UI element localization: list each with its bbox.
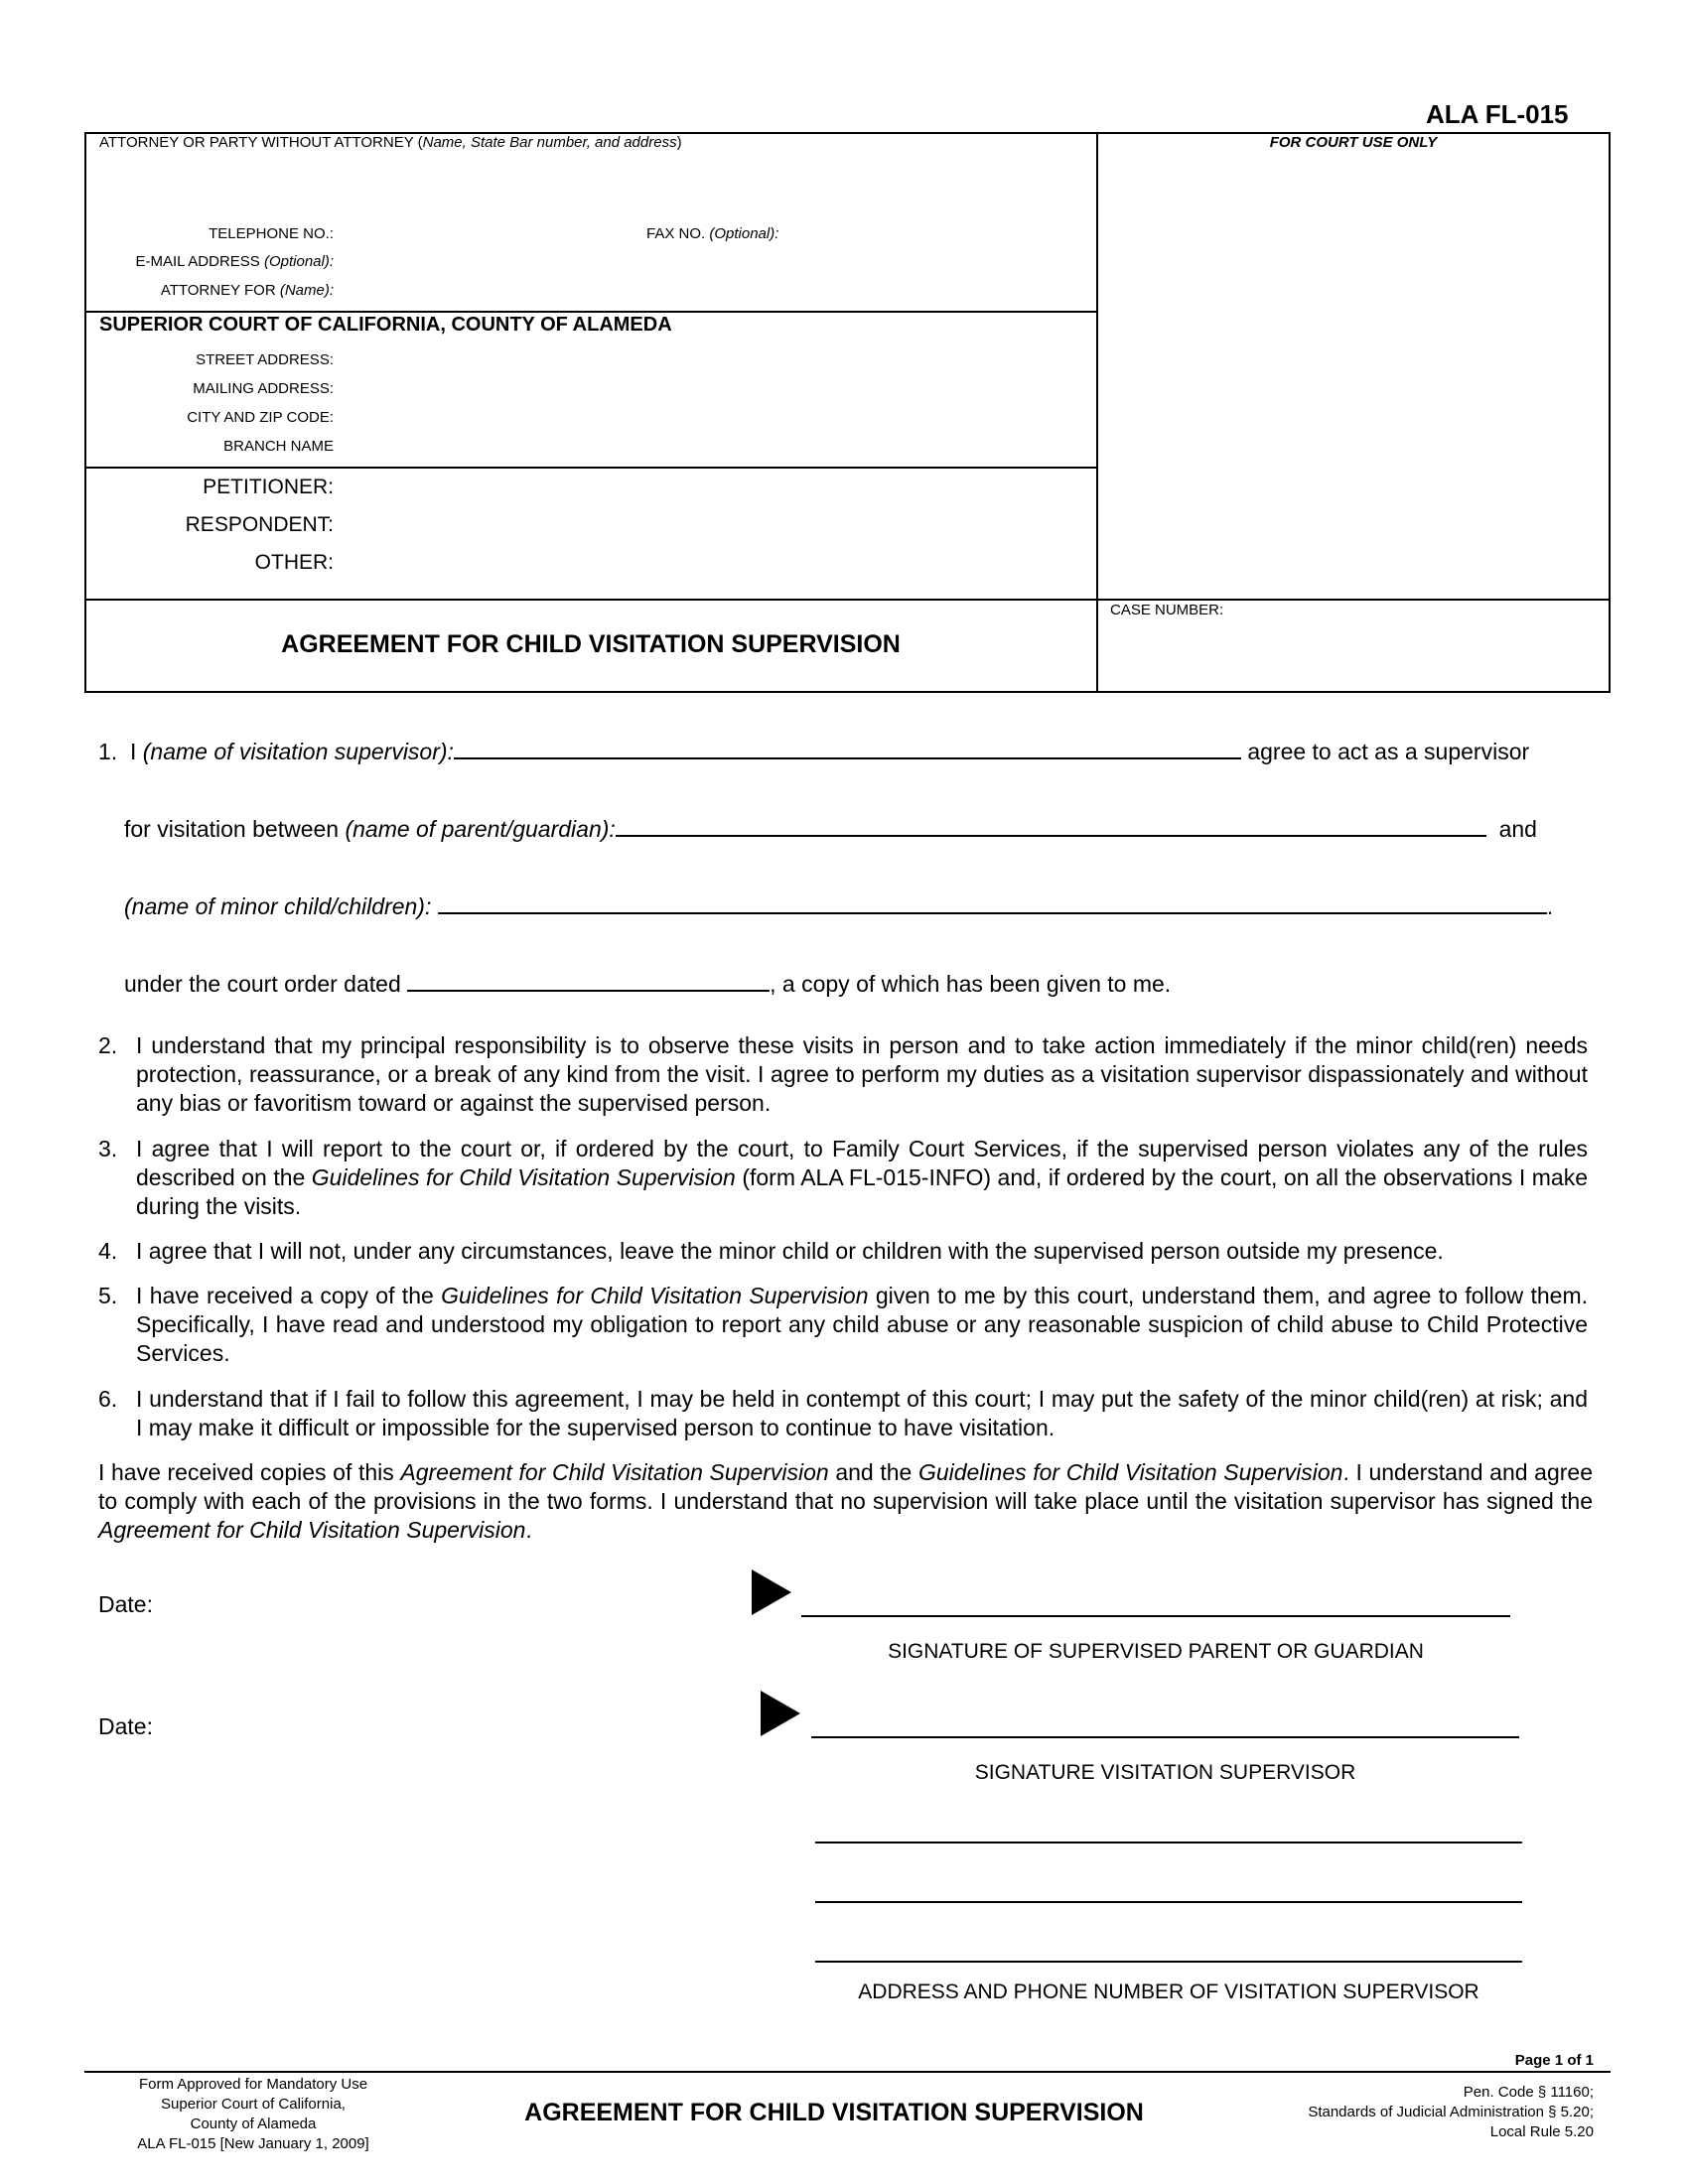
address-line-1[interactable] — [815, 1842, 1522, 1843]
form-title: AGREEMENT FOR CHILD VISITATION SUPERVISION — [281, 630, 901, 658]
item-3-text-c: (form ALA FL-015-INFO) and, if ordered by the court, on all the observations I make during the visits. — [136, 1164, 1589, 1219]
item-5 — [98, 1282, 1588, 1368]
street-address-label: STREET ADDRESS: — [196, 351, 334, 368]
email-label — [99, 253, 334, 270]
attorney-section-divider — [84, 311, 1097, 313]
item-3-text-a: I agree that I will report to the court or, if ordered by the court, to Family Court Services, if the supervised person violates any of the rules described on the — [136, 1136, 1588, 1190]
item-4-number: 4. — [98, 1238, 118, 1264]
fax-label — [646, 225, 778, 242]
branch-name-label: BRANCH NAME — [223, 438, 334, 455]
footer-left-1: Form Approved for Mandatory Use — [138, 2076, 368, 2093]
closing-c: and the — [828, 1459, 918, 1485]
page-number: Page 1 of 1 — [1514, 2052, 1594, 2069]
court-use-label: FOR COURT USE ONLY — [1269, 134, 1438, 151]
address-line-2[interactable] — [815, 1901, 1522, 1903]
mailing-address-label: MAILING ADDRESS: — [193, 380, 334, 397]
item-1-agree: agree to act as a supervisor — [1247, 739, 1530, 764]
closing-g: . — [525, 1517, 532, 1543]
item-5-text-c: given to me by this court, understand them, and agree to follow them. Specifically, I have read and understood my obligation to report any child abuse or any reasonable suspicion of child abuse to Child Protective Services. — [136, 1283, 1588, 1366]
item-1-court-order: under the court order dated — [124, 971, 408, 997]
item-3 — [98, 1135, 1588, 1221]
closing-a: I have received copies of this — [98, 1459, 401, 1485]
sign-here-arrow-icon — [752, 1570, 791, 1615]
item-5-number: 5. — [98, 1283, 118, 1308]
fax-optional: (Optional): — [709, 225, 779, 242]
closing-paragraph — [98, 1458, 1593, 1545]
date-label-2: Date: — [98, 1713, 153, 1739]
item-1-line-2 — [124, 815, 1594, 844]
supervisor-signature-line[interactable] — [811, 1736, 1519, 1738]
item-6-number: 6. — [98, 1386, 118, 1412]
court-name: SUPERIOR COURT OF CALIFORNIA, COUNTY OF ALAMEDA — [99, 314, 672, 336]
children-name-field[interactable] — [438, 892, 1547, 914]
address-caption: ADDRESS AND PHONE NUMBER OF VISITATION SUPERVISOR — [858, 1980, 1479, 2003]
attorney-label-text: ATTORNEY OR PARTY WITHOUT ATTORNEY ( — [99, 134, 423, 151]
footer-left-4: ALA FL-015 [New January 1, 2009] — [137, 2135, 369, 2152]
supervisor-name-label: (name of visitation supervisor): — [142, 739, 454, 764]
parent-signature-caption: SIGNATURE OF SUPERVISED PARENT OR GUARDIAN — [888, 1640, 1424, 1663]
other-label: OTHER: — [254, 551, 334, 574]
respondent-label: RESPONDENT: — [185, 513, 334, 536]
closing-agreement-title: Agreement for Child Visitation Supervision — [400, 1459, 829, 1485]
children-name-label: (name of minor child/children): — [124, 893, 432, 919]
parent-name-field[interactable] — [616, 815, 1486, 837]
item-4-text: I agree that I will not, under any circumstances, leave the minor child or children with the supervised person outside my presence. — [136, 1238, 1444, 1264]
address-line-3[interactable] — [815, 1961, 1522, 1963]
email-label-text: E-MAIL ADDRESS — [135, 253, 264, 270]
footer-right-1: Pen. Code § 11160; — [1463, 2084, 1594, 2101]
closing-agreement-title-2: Agreement for Child Visitation Supervision — [98, 1517, 526, 1543]
attorney-for-label — [99, 282, 334, 299]
item-6 — [98, 1385, 1588, 1442]
item-1-number: 1. — [98, 739, 118, 764]
parent-signature-line[interactable] — [801, 1615, 1510, 1617]
footer-left-2: Superior Court of California, — [161, 2096, 346, 2113]
footer-title: AGREEMENT FOR CHILD VISITATION SUPERVISION — [524, 2099, 1144, 2126]
parties-section-divider — [84, 599, 1611, 601]
fax-label-text: FAX NO. — [646, 225, 710, 242]
item-1-and: and — [1498, 816, 1537, 842]
item-3-number: 3. — [98, 1136, 118, 1161]
item-1-period: . — [1546, 893, 1554, 919]
item-1-copy: , a copy of which has been given to me. — [770, 971, 1172, 997]
item-1-line-1 — [98, 738, 1593, 766]
item-5-text — [136, 1282, 1588, 1368]
item-2 — [98, 1031, 1588, 1118]
supervisor-name-field[interactable] — [454, 738, 1241, 759]
telephone-label: TELEPHONE NO.: — [209, 225, 334, 242]
form-id: ALA FL-015 — [1426, 99, 1569, 129]
email-optional: (Optional): — [263, 253, 334, 270]
footer-right-block — [1192, 2083, 1594, 2142]
item-6-text: I understand that if I fail to follow this agreement, I may be held in contempt of this court; I may put the safety of the minor child(ren) at risk; and I may make it difficult or impossible for the supervised person to continue to have visitation. — [136, 1386, 1588, 1440]
petitioner-label: PETITIONER: — [203, 476, 334, 498]
date-label-1: Date: — [98, 1591, 153, 1617]
parent-name-label: (name of parent/guardian): — [345, 816, 616, 842]
footer-left-3: County of Alameda — [190, 2116, 317, 2132]
footer-right-3: Local Rule 5.20 — [1489, 2123, 1594, 2140]
caption-divider — [1096, 132, 1098, 693]
case-number-label: CASE NUMBER: — [1110, 602, 1224, 618]
item-4 — [98, 1237, 1588, 1266]
footer-right-2: Standards of Judicial Administration § 5.20; — [1308, 2104, 1594, 2120]
closing-e: . I understand and agree to comply with each of the provisions in the two forms. I understand that no supervision will take place until the visitation supervisor has signed the — [98, 1459, 1593, 1514]
court-section-divider — [84, 467, 1097, 469]
item-3-guidelines: Guidelines for Child Visitation Supervision — [311, 1164, 736, 1190]
item-1-between: for visitation between — [124, 816, 346, 842]
item-3-text — [136, 1135, 1588, 1221]
item-2-text: I understand that my principal responsibility is to observe these visits in person and to take action immediately if the minor child(ren) needs protection, reassurance, or a break of any kind from the visit. I agree to perform my duties as a visitation supervisor dispassionately and without any bias or favoritism toward or against the supervised person. — [136, 1032, 1588, 1116]
item-2-number: 2. — [98, 1032, 118, 1058]
item-5-text-a: I have received a copy of the — [136, 1283, 442, 1308]
item-5-guidelines: Guidelines for Child Visitation Supervision — [441, 1283, 869, 1308]
city-zip-label: CITY AND ZIP CODE: — [187, 409, 334, 426]
footer-rule — [84, 2071, 1611, 2073]
attorney-label-italic: Name, State Bar number, and address — [422, 134, 677, 151]
item-1-i: I — [129, 739, 143, 764]
attorney-for-text: ATTORNEY FOR — [160, 282, 280, 299]
sign-here-arrow-icon — [761, 1691, 800, 1736]
item-1-line-4 — [124, 970, 1594, 999]
footer-left-block — [99, 2075, 407, 2154]
attorney-for-name: (Name): — [279, 282, 334, 299]
attorney-label-end: ) — [676, 134, 682, 151]
attorney-label — [99, 134, 682, 151]
supervisor-signature-caption: SIGNATURE VISITATION SUPERVISOR — [974, 1761, 1356, 1784]
court-order-date-field[interactable] — [407, 970, 770, 992]
closing-guidelines-title: Guidelines for Child Visitation Supervision — [917, 1459, 1343, 1485]
item-1-line-3 — [124, 892, 1594, 921]
